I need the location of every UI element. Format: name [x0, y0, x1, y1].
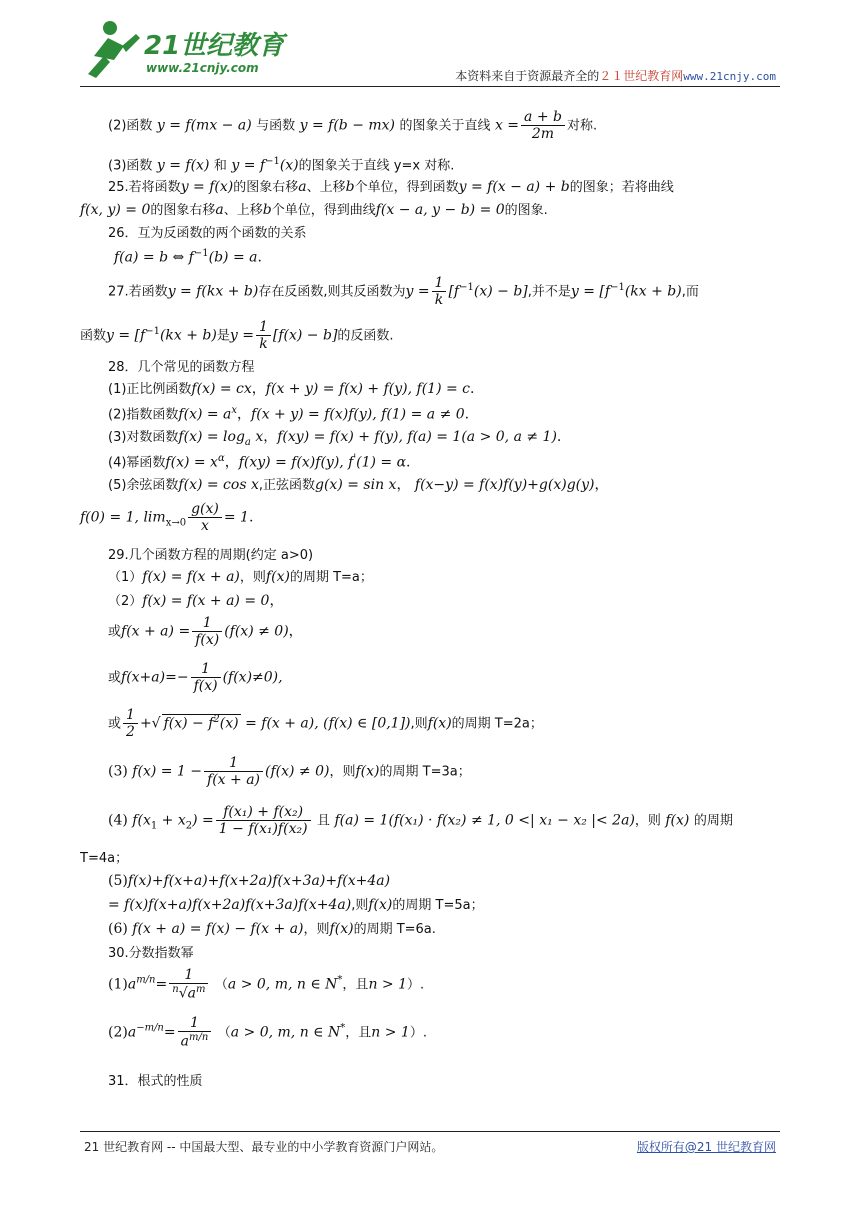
math-text: y = f(x): [156, 157, 210, 174]
math-text: f(x): [195, 632, 220, 648]
line-item-25: [108, 180, 674, 194]
math-text: 的图象右移: [150, 203, 216, 218]
period-3: [108, 756, 471, 787]
math-text: f(x) = cx: [191, 381, 252, 397]
math-text: b: [262, 202, 272, 218]
math-text: 1: [191, 662, 221, 678]
math-text: 的图象右移: [233, 180, 299, 195]
sqrt: [162, 714, 241, 731]
math-text: f(x − a, y − b) = 0: [375, 202, 505, 218]
math-text: .: [406, 454, 411, 471]
heading-29: [108, 548, 313, 562]
source-url[interactable]: www.21cnjy.com: [683, 70, 776, 83]
math-text: 1: [123, 708, 138, 724]
math-text: a: [298, 179, 307, 195]
math-text: 对称.: [566, 118, 598, 134]
math-text: k: [259, 336, 268, 352]
math-text: ，: [288, 623, 303, 640]
math-text: ，则: [329, 764, 356, 780]
math-text: f(0) = 1, lim: [80, 509, 166, 526]
math-text: f(xy) = f(x) + f(y), f(a) = 1(a > 0, a ≠ 1): [277, 429, 557, 445]
equation-28-1: [108, 382, 474, 396]
math-text: 的图象.: [504, 203, 548, 218]
math-text: (3): [108, 763, 128, 780]
math-text: f(xy) = f(x)f(y), f: [238, 454, 354, 471]
math-text: +: [139, 715, 152, 732]
math-text: = f(x)f(x+a)f(x+2a)f(x+3a)f(x+4a): [108, 897, 352, 913]
math-text: (4)幂函数: [108, 455, 166, 471]
math-text: (x): [279, 157, 299, 174]
math-text: f(x)+f(x+a)+f(x+2a)f(x+3a)+f(x+4a): [127, 873, 391, 889]
math-text: 、上移: [306, 180, 346, 195]
math-text: α: [217, 453, 225, 464]
math-text: [f(x) − b]: [272, 327, 338, 344]
math-text: + x: [157, 812, 186, 829]
math-text: T=4a；: [80, 851, 129, 866]
math-text: (5): [108, 873, 128, 889]
math-text: f(x) = x: [165, 454, 218, 471]
math-text: f(x + a): [207, 772, 261, 788]
math-text: =: [163, 1024, 176, 1041]
math-text: 31．根式的性质: [108, 1074, 203, 1089]
math-text: （: [217, 1025, 231, 1041]
math-text: 的图象；若将曲线: [569, 180, 674, 195]
logo-url-text: www.21cnjy.com: [146, 61, 259, 75]
math-text: ，: [224, 454, 239, 471]
math-text: f(x) = a: [178, 406, 232, 423]
math-text: 28．几个常见的函数方程: [108, 360, 255, 375]
equation-28-5: [108, 478, 608, 492]
math-text: a > 0, m, n ∈ N: [230, 1024, 341, 1041]
math-text: m/n: [188, 1032, 209, 1043]
heading-26: [108, 226, 307, 240]
math-text: 的反函数.: [337, 328, 394, 344]
math-text: a: [180, 1033, 189, 1050]
math-text: a: [127, 1024, 137, 1041]
fraction: [204, 756, 263, 787]
math-text: y = f(mx − a): [156, 117, 252, 134]
math-text: 1: [150, 820, 158, 832]
math-text: 或: [108, 670, 122, 686]
fraction: [123, 708, 138, 739]
math-text: f(x) = cos x: [178, 477, 259, 493]
period-5-cont: [108, 898, 484, 912]
math-text: f(x) = f(x + a) = 0: [142, 593, 270, 609]
math-text: (3)函数: [108, 158, 153, 174]
math-text: x =: [494, 117, 520, 134]
math-text: x: [201, 518, 209, 534]
math-text: 1: [256, 320, 271, 336]
math-text: ,则: [351, 898, 369, 913]
math-text: y = [f: [106, 327, 146, 344]
math-text: = f(x + a), (f(x) ∈ [0,1]): [245, 715, 411, 732]
math-text: n > 1: [368, 976, 407, 993]
math-text: ,则: [410, 716, 428, 732]
source-site: ２１世纪教育网: [599, 69, 684, 83]
math-text: f(x) = log: [178, 429, 245, 445]
math-text: (4): [108, 812, 128, 829]
fraction: [188, 502, 222, 533]
math-text: 1: [432, 276, 447, 292]
math-text: 1 − f(x₁)f(x₂): [218, 821, 308, 837]
math-text: (1): [108, 976, 128, 993]
math-text: 和: [213, 158, 227, 174]
math-text: −1: [610, 281, 625, 293]
math-text: x: [231, 405, 238, 416]
fractional-exponent-1: [108, 968, 424, 1001]
math-text: 1: [178, 1016, 212, 1032]
math-text: g(x): [188, 502, 222, 518]
math-text: 存在反函数,则其反函数为: [258, 284, 406, 300]
math-text: −1: [193, 248, 209, 259]
math-text: x: [255, 429, 264, 445]
math-text: （: [214, 977, 228, 993]
math-text: ，则: [303, 922, 330, 937]
math-text: f(a) = 1(f(x₁) · f(x₂) ≠ 1, 0 <| x₁ − x₂ |< 2a): [334, 812, 635, 829]
math-text: （1）: [108, 570, 143, 585]
math-text: ，且: [345, 1025, 372, 1041]
math-text: (1) = α: [356, 454, 407, 471]
runner-icon: [88, 21, 140, 78]
period-2: [108, 594, 283, 608]
math-text: 或: [108, 716, 122, 732]
site-logo: [84, 16, 304, 80]
math-text: a: [215, 202, 224, 218]
math-text: .: [464, 406, 470, 423]
math-text: −1: [265, 156, 280, 167]
fractional-exponent-2: [108, 1016, 427, 1049]
heading-30: [108, 946, 194, 960]
math-text: n > 1: [371, 1024, 410, 1041]
math-text: .: [248, 509, 254, 526]
heading-28: [108, 360, 255, 374]
math-text: f(x): [665, 812, 690, 829]
math-text: 的图象关于直线: [399, 118, 491, 134]
math-text: 的周期: [693, 813, 733, 829]
math-text: 的周期 T=2a；: [451, 716, 543, 732]
math-text: f(x: [132, 812, 151, 829]
math-text: (3)对数函数: [108, 430, 179, 445]
math-text: f(x) − f: [163, 715, 214, 732]
period-2-alt-3: 或 $\frac{1}{2}$ +√ $f(x) - f^2(x) = f(x + a)$, (f(x) ∈ [0,1]),则f(x)的周期 T=2a；: [108, 707, 543, 740]
math-text: 函数: [80, 328, 107, 344]
fraction: [256, 320, 271, 351]
math-text: ）.: [409, 1025, 427, 1041]
math-text: m: [195, 984, 206, 995]
period-4: [108, 805, 733, 836]
math-text: y = [f: [570, 283, 611, 300]
equation-28-5-cont: [80, 502, 253, 533]
math-text: (b) = a: [208, 249, 258, 266]
math-text: *: [337, 974, 343, 986]
math-text: 的图象关于直线 y=x 对称.: [298, 158, 455, 174]
copyright-link[interactable]: 版权所有@21 世纪教育网: [636, 1140, 776, 1154]
math-text: x→0: [165, 517, 187, 529]
math-text: (1)正比例函数: [108, 382, 192, 397]
math-text: ，: [594, 477, 609, 493]
math-text: 是: [216, 328, 230, 344]
math-text: (kx + b): [159, 327, 217, 344]
math-text: (6): [108, 921, 128, 937]
math-text: a: [244, 436, 251, 448]
math-text: f(x): [427, 715, 452, 732]
period-6: [108, 922, 436, 936]
math-text: 2: [213, 713, 220, 725]
fraction: [169, 968, 208, 1001]
period-4-cont: [80, 851, 128, 865]
source-notice: [455, 67, 776, 84]
fraction: [432, 276, 447, 307]
math-text: f(x−y) = f(x)f(y)+g(x)g(y): [414, 477, 595, 493]
math-text: 1: [169, 968, 208, 984]
math-text: n: [172, 984, 179, 995]
math-text: 2m: [531, 126, 555, 142]
math-text: 25.若将函数: [108, 180, 181, 195]
math-text: ，: [251, 381, 266, 397]
math-text: a: [127, 976, 137, 993]
math-text: (f(x) ≠ 0): [265, 763, 330, 780]
math-text: 与函数: [256, 118, 296, 134]
line-item-2: [108, 110, 597, 141]
line-item-25-cont: [80, 203, 548, 217]
math-text: f(x): [355, 763, 380, 780]
math-text: k: [434, 292, 444, 308]
math-text: 且: [317, 813, 331, 829]
math-text: 1: [192, 616, 222, 632]
math-text: b: [345, 179, 355, 195]
math-text: ,正弦函数: [258, 478, 315, 493]
math-text: 1: [204, 756, 263, 772]
equation-28-2: [108, 406, 469, 422]
logo-brand-text: 21世纪教育: [144, 31, 285, 61]
math-text: (2): [108, 1024, 128, 1041]
period-2-alt-2: [108, 662, 283, 693]
math-text: ，则: [239, 570, 266, 585]
math-text: 26．互为反函数的两个函数的关系: [108, 226, 307, 241]
math-text: ) =: [192, 812, 214, 829]
math-text: （2）: [108, 594, 143, 609]
math-text: f(x + y) = f(x)f(y), f(1) = a ≠ 0: [251, 406, 465, 423]
math-text: = 1: [223, 509, 249, 526]
math-text: *: [340, 1022, 346, 1034]
math-text: [f: [448, 283, 460, 300]
math-text: =: [155, 976, 168, 993]
math-text: g(x) = sin x: [315, 477, 397, 493]
math-text: .: [556, 429, 562, 445]
math-text: f(x): [265, 569, 290, 585]
heading-31: [108, 1074, 203, 1088]
math-text: y = f: [231, 157, 266, 174]
equation-28-3: [108, 430, 561, 448]
math-text: f(x+a)=−: [121, 669, 189, 686]
math-text: f(x + a) =: [121, 623, 191, 640]
period-2-alt-1: [108, 616, 303, 647]
math-text: a > 0, m, n ∈ N: [227, 976, 338, 993]
footer-text: 21 世纪教育网 -- 中国最大型、最专业的中小学教育资源门户网站。: [84, 1140, 444, 1154]
math-text: 30.分数指数幂: [108, 946, 194, 961]
math-text: .: [470, 381, 475, 397]
math-text: 的周期 T=6a.: [353, 922, 436, 937]
math-text: 的周期 T=a；: [289, 570, 373, 585]
math-text: f(x): [368, 897, 393, 913]
fraction: [191, 662, 221, 693]
math-text: −1: [145, 325, 160, 337]
math-text: 2: [185, 820, 193, 832]
math-text: y =: [229, 327, 254, 344]
math-text: y = f(x): [180, 179, 234, 195]
math-text: (2)函数: [108, 118, 153, 134]
math-text: ': [353, 453, 357, 464]
line-item-27: [108, 276, 699, 307]
math-text: 29.几个函数方程的周期(约定 a>0): [108, 548, 314, 563]
fraction: [178, 1016, 212, 1049]
fraction: [216, 805, 311, 836]
math-text: −m/n: [136, 1022, 164, 1034]
math-text: −1: [459, 281, 474, 293]
formula-26: [114, 249, 262, 265]
math-text: 的周期 T=5a；: [392, 898, 484, 913]
math-text: 2: [126, 724, 135, 740]
line-item-27-cont: [80, 320, 394, 351]
math-text: (f(x)≠0),: [222, 669, 283, 686]
math-text: y = f(x − a) + b: [458, 179, 570, 195]
math-text: ,并不是: [527, 284, 571, 300]
math-text: (5)余弦函数: [108, 478, 179, 493]
fraction: [521, 110, 565, 141]
math-text: ）.: [407, 977, 425, 993]
math-text: m/n: [136, 974, 156, 986]
math-text: a: [187, 985, 196, 1002]
math-text: y = f(b − mx): [299, 117, 396, 134]
math-text: (2)指数函数: [108, 407, 179, 423]
math-text: ,而: [681, 284, 699, 300]
math-text: f(x): [193, 678, 218, 694]
math-text: f(x + y) = f(x) + f(y), f(1) = c: [265, 381, 470, 397]
math-text: ，: [237, 406, 252, 423]
math-text: a + b: [521, 110, 565, 126]
math-text: (x): [219, 715, 239, 732]
math-text: f(x): [329, 921, 354, 937]
source-prefix: 本资料来自于资源最齐全的: [455, 69, 600, 83]
math-text: 个单位，得到函数: [354, 180, 459, 195]
math-text: f(a) = b ⇔ f: [114, 249, 194, 266]
math-text: f(x + a) = f(x) − f(x + a): [132, 921, 304, 937]
line-item-3: [108, 157, 454, 173]
header-divider: [80, 86, 780, 87]
period-1: [108, 570, 373, 584]
math-text: (f(x) ≠ 0): [224, 623, 289, 640]
math-text: .: [257, 249, 262, 266]
math-text: 或: [108, 624, 122, 640]
math-text: y = f(kx + b): [167, 283, 259, 300]
math-text: y =: [405, 283, 430, 300]
math-text: 、上移: [223, 203, 263, 218]
math-text: ，: [396, 477, 411, 493]
math-text: (x) − b]: [473, 283, 528, 300]
math-text: f(x, y) = 0: [80, 202, 151, 218]
math-text: (kx + b): [624, 283, 682, 300]
math-text: f(x) = f(x + a): [142, 569, 240, 585]
period-5: [108, 874, 390, 888]
math-text: [178, 1032, 212, 1049]
math-text: 的周期 T=3a；: [379, 764, 471, 780]
math-text: ，: [263, 429, 278, 445]
math-text: 个单位，得到曲线: [271, 203, 376, 218]
math-text: $^n√a^m$: [172, 984, 206, 1002]
math-text: f(x₁) + f(x₂): [216, 805, 311, 821]
footer-divider: [80, 1131, 780, 1132]
math-text: ，且: [342, 977, 369, 993]
math-text: ，则: [634, 813, 661, 829]
math-text: ，: [269, 593, 284, 609]
math-text: f(x) = 1 −: [132, 763, 203, 780]
equation-28-4: [108, 454, 410, 470]
math-text: 27.若函数: [108, 284, 168, 300]
fraction: [192, 616, 222, 647]
